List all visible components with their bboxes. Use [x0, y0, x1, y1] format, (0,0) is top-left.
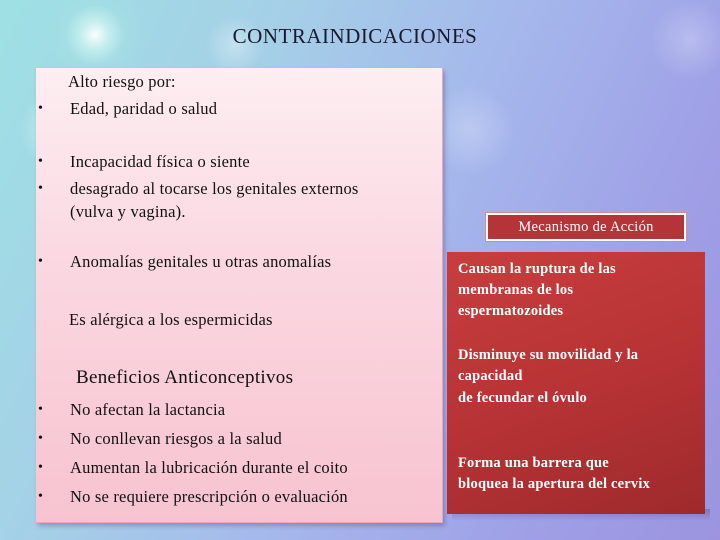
benefits-title: Beneficios Anticonceptivos [76, 367, 294, 388]
mechanism-point-3-line: bloquea la apertura del cervix [458, 476, 651, 492]
mechanism-point-1-line: Causan la ruptura de las [458, 261, 616, 277]
mechanism-point-2-line: Disminuye su movilidad y la [458, 347, 639, 363]
intro-text: Alto riesgo por: [68, 72, 176, 91]
bullet-icon: • [38, 431, 43, 446]
mechanism-point-1-line: espermatozoides [458, 303, 564, 319]
bullet-icon: • [38, 254, 43, 269]
contra-item-discomfort: desagrado al tocarse los genitales externos [70, 179, 359, 198]
bullet-icon: • [38, 154, 43, 169]
benefit-item: Aumentan la lubricación durante el coito [70, 458, 348, 477]
slide-title: CONTRAINDICACIONES [232, 24, 478, 48]
mechanism-point-2-line: de fecundar el óvulo [458, 390, 587, 406]
benefit-item: No se requiere prescripción o evaluación [70, 487, 348, 506]
bullet-icon: • [38, 489, 43, 504]
contra-item-anomalies: Anomalías genitales u otras anomalías [70, 252, 332, 271]
mechanism-heading-box [486, 213, 686, 241]
mechanism-point-3-line: Forma una barrera que [458, 455, 609, 471]
mechanism-point-2-line: capacidad [458, 368, 523, 384]
contraindications-box [36, 68, 443, 523]
contra-item-incapacity: Incapacidad física o siente [70, 152, 250, 171]
benefit-item: No afectan la lactancia [70, 400, 226, 419]
bullet-icon: • [38, 101, 43, 116]
mechanism-heading: Mecanismo de Acción [518, 219, 654, 235]
contra-item-discomfort-cont: (vulva y vagina). [70, 202, 186, 221]
allergy-note: Es alérgica a los espermicidas [69, 310, 273, 329]
benefit-item: No conllevan riesgos a la salud [70, 429, 282, 448]
bullet-icon: • [38, 402, 43, 417]
bullet-icon: • [38, 181, 43, 196]
bullet-icon: • [38, 460, 43, 475]
mechanism-point-1-line: membranas de los [458, 282, 574, 298]
contra-item-age: Edad, paridad o salud [70, 99, 218, 118]
